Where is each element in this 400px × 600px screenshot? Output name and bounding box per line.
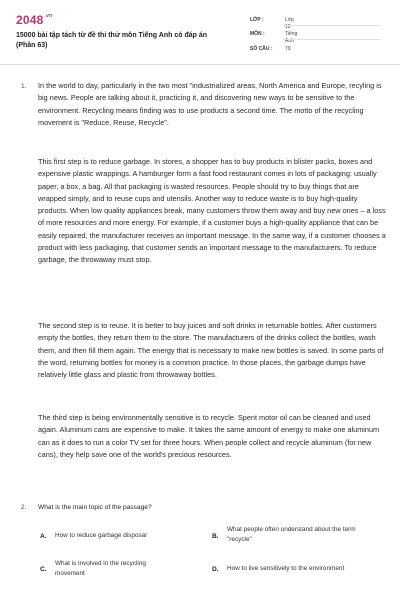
meta-divider (283, 39, 381, 40)
question-content (0, 64, 400, 600)
meta-divider (283, 25, 381, 26)
passage-paragraph: The third step is being environmentally sensitive is to recycle. Spent motor oil can be cleaned and used again. Aluminum cans are expensive to make. It takes the same amount of energy to make one aluminum can as it does to run a color TV set for three hours. When people collect and recycle aluminum (for new cans), they help save one of the world's precious resources. (38, 413, 380, 459)
passage-paragraph: This first step is to reduce garbage. In stores, a shopper has to buy products in blister packs, boxes and expensive plastic wrappings. A hamburger form a fast food restaurant comes in lots of packaging: usually paper, a box, a bag. All that packaging is wasted resources. People should try to buy things that are wrapped simply, and to reuse cups and utensils. Another way to reduce waste is to buy high-quality products. When low quality appliances break, many customers throw them away and buy new ones – a loss of more resources and more energy. For example, if a customer buys a high-quality appliance that can be easily repaired, the manufacturer receives an important message. In the same way, if a customer chooses a product with less packaging, that customer sends an important message to the manufacturers. To reduce garbage, the throwaway must stop. (38, 157, 386, 265)
meta-subject-label: MÔN : (250, 31, 265, 37)
page-header (0, 0, 400, 65)
option-label: D. (212, 566, 219, 573)
passage-paragraph: In the world to day, particularly in the two most "industrialized areas, North America and Europe, recyling is big news. People are talking about it, practicing it, and discovering new ways to be sensitive to the environment. Recycling means finding was to use products a second time. The motto of the recycling movement is "Reduce, Reuse, Recycle". (38, 81, 382, 127)
logo-text: 2048 (16, 13, 44, 27)
meta-class-value: Lớp 12 (285, 17, 294, 30)
site-logo[interactable] (16, 13, 52, 27)
option-text: How to live sensitively to the environment (227, 565, 345, 572)
meta-subject-value: Tiếng Anh (285, 31, 298, 44)
passage-paragraph: The second step is to reuse. It is better to buy juices and soft drinks in returnable bottles. After customers empty the bottles, they return them to the store. The manufacturers of the drinks collect the bottles, wash them, and then fill them again. The energy that is necessary to make new bottles is saved. In some parts of the word, returning bottles for money is a common practice. In those places, the garbage dumps have relatively little glass and plastic from throwaway bottles. (38, 321, 384, 380)
option-text: How to reduce garbage disposal (55, 532, 147, 539)
document-title: 15000 bài tập tách từ đề thi thử môn Tiếng Anh có đáp án (Phần 63) (16, 32, 207, 49)
logo-domain: .vn (44, 13, 53, 19)
meta-count-label: SỐ CÂU : (250, 46, 273, 52)
option-text: What is involved in the recycling movement (55, 560, 146, 578)
option-text: What people often understand about the term "recycle" (227, 526, 356, 544)
option-label: C. (40, 566, 47, 573)
option-label: A. (40, 533, 47, 540)
meta-class-label: LỚP : (250, 17, 264, 23)
question-number: 2. (21, 504, 27, 511)
meta-count-value: 79 (285, 46, 291, 52)
question-number: 1. (21, 83, 27, 90)
option-label: B. (212, 533, 219, 540)
question-text: What is the main topic of the passage? (38, 504, 152, 511)
